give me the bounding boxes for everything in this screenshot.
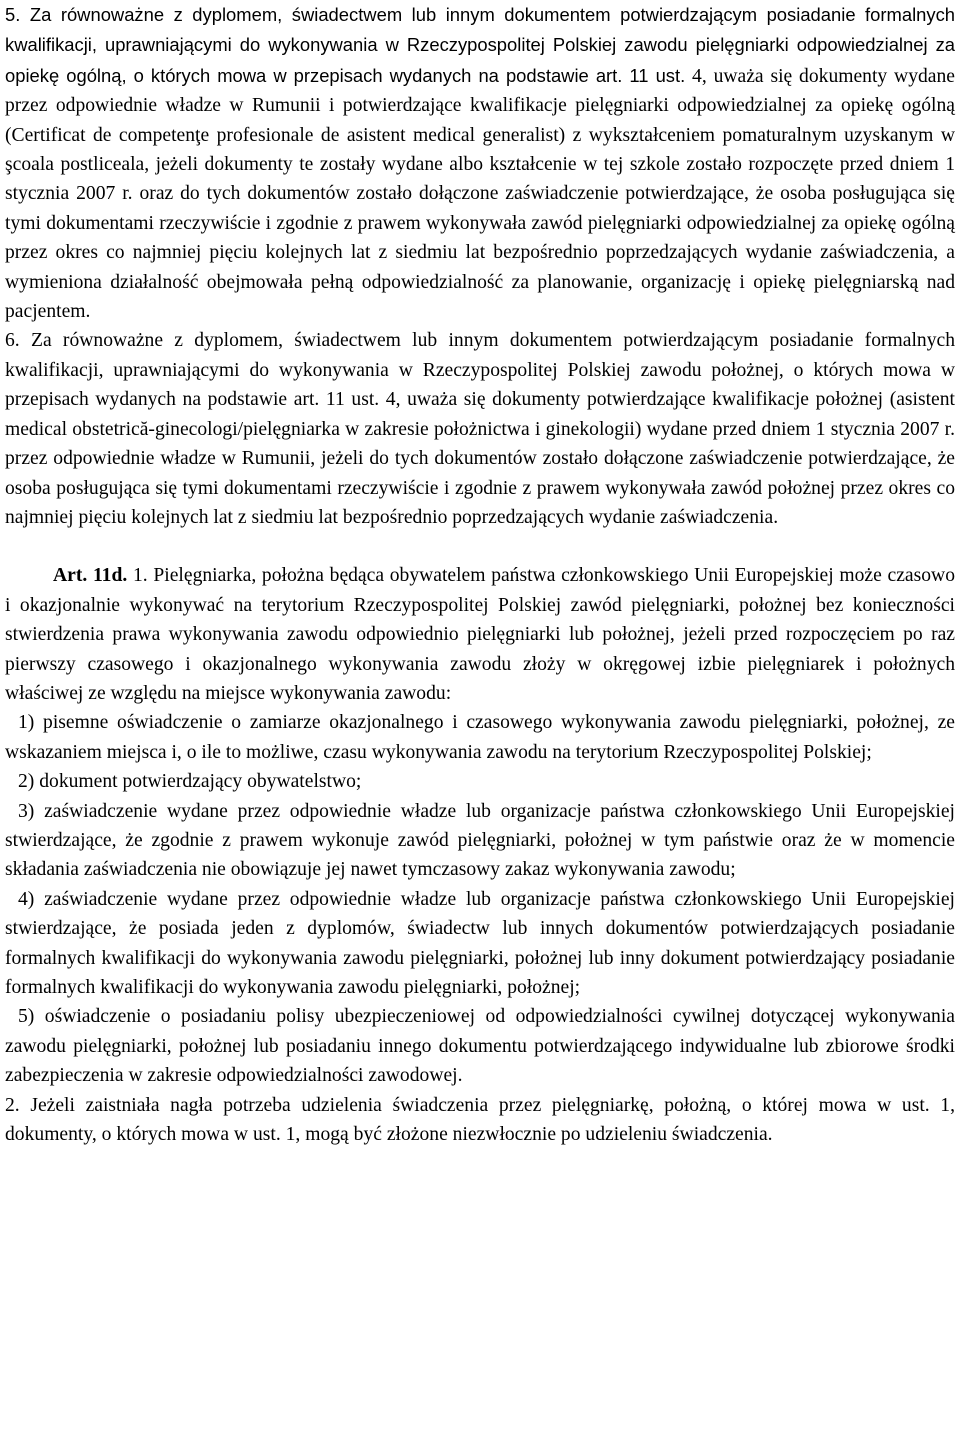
list-item-text: oświadczenie o posiadaniu polisy ubezpieczeniowej od odpowiedzialności cywilnej dotyczącej wykonywania zawodu pielęgniarki, położnej lub posiadaniu innego dokumentu potwierdzającego indywidualne lub zbiorowe środki zabezpieczenia w zakresie odpowiedzialności zawodowej. <box>5 1006 955 1087</box>
paragraph-6 <box>5 326 955 532</box>
list-item-text: pisemne oświadczenie o zamiarze okazjonalnego i czasowego wykonywania zawodu pielęgniarki, położnej, ze wskazaniem miejsca i, o ile to możliwe, czasu wykonywania zawodu na terytorium Rzeczypospolitej Polskiej; <box>5 712 955 763</box>
list-item-text: zaświadczenie wydane przez odpowiednie władze lub organizacje państwa członkowskiego Unii Europejskiej stwierdzające, że zgodnie z prawem wykonuje zawód pielęgniarki, położnej w tym państwie oraz że w momencie składania zaświadczenia nie obowiązuje jej nawet tymczasowy zakaz wykonywania zawodu; <box>5 800 955 881</box>
paragraph-6-number: 6. <box>5 330 20 352</box>
list-item-number: 4) <box>18 888 35 910</box>
list-item-number: 5) <box>18 1006 35 1028</box>
list-item-number: 3) <box>18 800 35 822</box>
list-item-text: dokument potwierdzający obywatelstwo; <box>39 771 362 793</box>
paragraph-5-part-b: 4, uważa się dokumenty wydane przez odpowiednie władze w Rumunii i potwierdzające kwalifikacje pielęgniarki odpowiedzialnej za opiekę ogólną (Certificat de competenţe profesionale de asistent medical generalist) z wykształceniem pomaturalnym uzyskanym w şcoala postliceala, jeżeli dokumenty te zostały <box>5 65 955 176</box>
article-heading: Art. 11d. <box>53 565 128 587</box>
list-item <box>5 885 955 1003</box>
paragraph-6-part-c: 4, uważa się dokumenty potwierdzające kwalifikacje położnej (asistent medical obstetrică-ginecologi/pielęgniarka w zakresie położnictwa i ginekologii) wydane przed dniem 1 stycznia 2007 r. <box>5 389 955 440</box>
paragraph-6-part-d: przez odpowiednie władze w Rumunii, jeżeli do tych dokumentów zostało dołączone zaświadczenie potwierdzające, że osoba posługująca się tymi dokumentami rzeczywiście i zgodnie z prawem wykonywała zawód położnej przez okres co najmniej pięciu kolejnych lat z siedmiu lat bezpośrednio poprzedzających wydanie zaświadczenia. <box>5 448 955 528</box>
list-item-text: zaświadczenie wydane przez odpowiednie władze lub organizacje państwa członkowskiego Unii Europejskiej stwierdzające, że posiada jeden z dyplomów, świadectw lub innych dokumentów potwierdzających posiadanie formalnych kwalifikacji do wykonywania zawodu pielęgniarki, położnej lub inny dokument potwierdzający posiadanie formalnych kwalifikacji do wykonywania zawodu pielęgniarki, położnej; <box>5 888 955 998</box>
paragraph-5-part-d: oraz do tych dokumentów zostało dołączone zaświadczenie potwierdzające, że osoba posługująca się tymi dokumentami rzeczywiście i zgodnie z prawem wykonywała zawód pielęgniarki odpowiedzialnej za opiekę ogólną przez okres co najmniej pięciu kolejnych lat z siedmiu lat bezpośrednio poprzedzających wydanie zaświadczenia, a wymieniona działalność obejmowała pełną odpowiedzialność za planowanie, organizację i opiekę pielęgniarską nad pacjentem. <box>5 183 955 323</box>
list-item-number: 2) <box>18 771 35 793</box>
list-item <box>5 1002 955 1090</box>
article-text: Pielęgniarka, położna będąca obywatelem państwa członkowskiego Unii Europejskiej może czasowo i okazjonalnie wykonywać na terytorium Rzeczypospolitej Polskiej zawód pielęgniarki, położnej bez konieczności stwierdzenia prawa wykonywania zawodu odpowiednio pielęgniarki lub położnej, jeżeli przed rozpoczęciem po raz pierwszy czasowego i okazjonalnego wykonywania zawodu złoży w okręgowej izbie pielęgniarek i położnych właściwej ze względu na miejsce wykonywania zawodu: <box>5 565 955 704</box>
list-item <box>5 767 955 796</box>
list-item <box>5 708 955 767</box>
paragraph-5-part-c: wydane albo kształcenie w tej szkole zostało rozpoczęte przed dniem 1 stycznia 2007 r. <box>5 154 956 205</box>
list-item-number: 1) <box>18 712 35 734</box>
article-paragraph-number: 1. <box>127 565 148 587</box>
paragraph-5-part-a: 5. Za równoważne z dyplomem, świadectwem lub innym dokumentem potwierdzającym posiadanie formalnych kwalifikacji, uprawniającymi do wykonywania w Rzeczypospolitej Polskiej zawodu pielęgniarki odpowiedzialnej za opiekę ogólną, o których mowa w przepisach wydanych na podstawie art. 11 ust. <box>5 4 955 86</box>
list-item <box>5 797 955 885</box>
paragraph-6-part-b: Za równoważne z dyplomem, świadectwem lub innym dokumentem potwierdzającym posiadanie formalnych kwalifikacji, uprawniającymi do wykonywania w Rzeczypospolitej Polskiej zawodu położnej, o których mowa w przepisach wydanych na podstawie art. 11 ust. <box>5 330 955 411</box>
paragraph-2: 2. Jeżeli zaistniała nagła potrzeba udzielenia świadczenia przez pielęgniarkę, położną, o której mowa w ust. 1, dokumenty, o których mowa w ust. 1, mogą być złożone niezwłocznie po udzieleniu świadczenia. <box>5 1094 955 1146</box>
article-11d <box>5 561 955 708</box>
paragraph-5 <box>5 0 955 326</box>
spacer <box>5 532 960 561</box>
